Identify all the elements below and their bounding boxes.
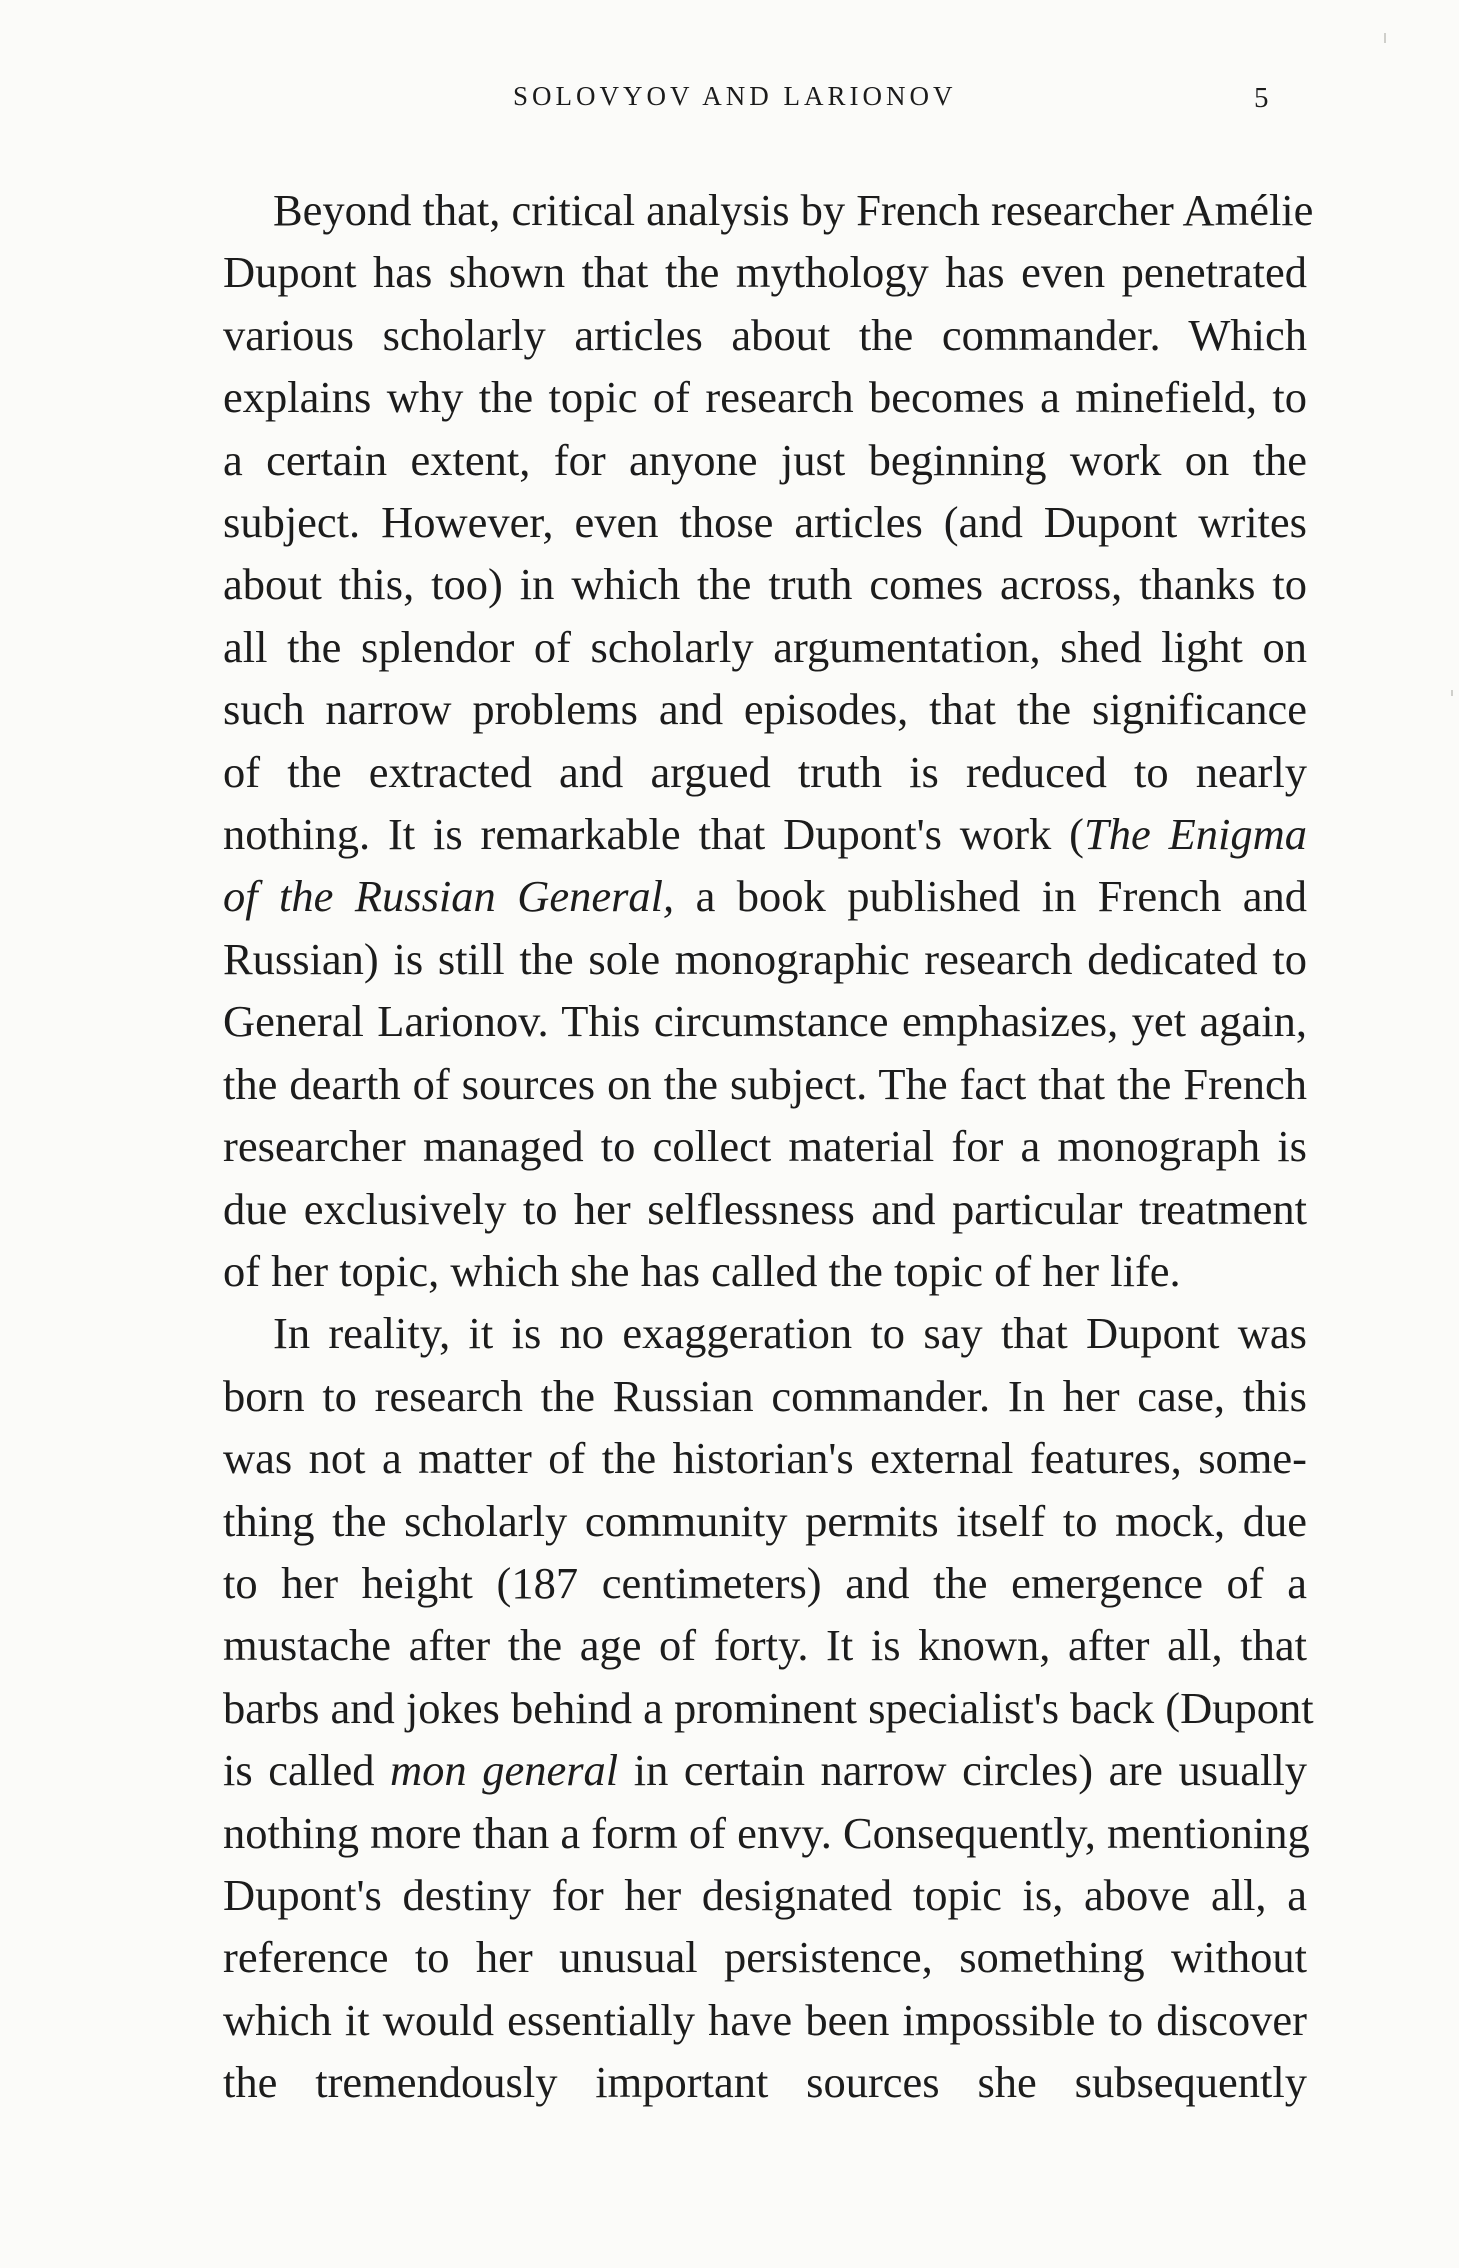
text-line: which it would essentially have been impossible to discover xyxy=(223,1994,1307,2045)
text-line xyxy=(173,865,1307,927)
text-line: subject. However, even those articles (and Dupont writes xyxy=(223,497,1307,548)
body-text xyxy=(173,179,1314,2114)
text-segment: a book published in French and xyxy=(674,871,1308,922)
text-line: all the splendor of scholarly argumentation, shed light on xyxy=(223,621,1307,672)
text-line: researcher managed to collect material for a monograph is xyxy=(223,1121,1307,1172)
text-line: barbs and jokes behind a prominent specialist's back (Dupont xyxy=(223,1682,1314,1733)
scan-speck xyxy=(1451,690,1453,696)
text-line: due exclusively to her selflessness and particular treatment xyxy=(223,1183,1307,1234)
text-line: about this, too) in which the truth comes across, thanks to xyxy=(223,559,1307,610)
text-line: Dupont has shown that the mythology has even penetrated xyxy=(223,247,1307,298)
text-line: the tremendously important sources she subsequently xyxy=(223,2057,1307,2108)
text-line: mustache after the age of forty. It is known, after all, that xyxy=(223,1620,1307,1671)
text-line: General Larionov. This circumstance emphasizes, yet again, xyxy=(223,996,1307,1047)
text-line: was not a matter of the historian's external features, some- xyxy=(223,1433,1307,1484)
paragraph-2 xyxy=(173,1302,1314,2113)
paragraph-1 xyxy=(173,179,1314,1302)
book-title-italic: The Enigma xyxy=(1083,809,1307,860)
running-title: SOLOVYOV AND LARIONOV xyxy=(513,81,957,111)
text-line: reference to her unusual persistence, something without xyxy=(223,1932,1307,1983)
text-line: a certain extent, for anyone just beginning work on the xyxy=(223,434,1307,485)
text-line xyxy=(173,803,1307,865)
page-number: 5 xyxy=(1254,82,1269,114)
text-line: In reality, it is no exaggeration to say that Dupont was xyxy=(273,1308,1307,1359)
text-line: Beyond that, critical analysis by French researcher Amélie xyxy=(273,185,1314,235)
text-line: nothing more than a form of envy. Consequently, mentioning xyxy=(223,1807,1310,1858)
text-line: born to research the Russian commander. In her case, this xyxy=(223,1370,1307,1421)
text-line xyxy=(173,1739,1307,1801)
text-line: explains why the topic of research becomes a minefield, to xyxy=(223,372,1307,423)
text-segment: is called xyxy=(223,1745,391,1796)
text-segment: nothing. It is remarkable that Dupont's work ( xyxy=(223,809,1084,860)
nickname-italic: mon general xyxy=(390,1745,619,1796)
text-line: Dupont's destiny for her designated topic is, above all, a xyxy=(223,1869,1307,1920)
text-line: thing the scholarly community permits itself to mock, due xyxy=(223,1495,1307,1546)
text-line: to her height (187 centimeters) and the emergence of a xyxy=(223,1557,1307,1608)
text-segment: in certain narrow circles) are usually xyxy=(618,1745,1307,1796)
text-line: the dearth of sources on the subject. The fact that the French xyxy=(223,1058,1307,1109)
scan-speck xyxy=(1384,33,1386,43)
text-line: Russian) is still the sole monographic research dedicated to xyxy=(223,933,1307,984)
book-title-italic: of the Russian General, xyxy=(223,871,675,922)
text-line: various scholarly articles about the commander. Which xyxy=(223,309,1307,360)
text-line: of the extracted and argued truth is reduced to nearly xyxy=(223,746,1307,797)
text-line: such narrow problems and episodes, that the significance xyxy=(223,684,1307,735)
running-head xyxy=(0,76,1459,116)
text-line: of her topic, which she has called the topic of her life. xyxy=(223,1245,1181,1296)
